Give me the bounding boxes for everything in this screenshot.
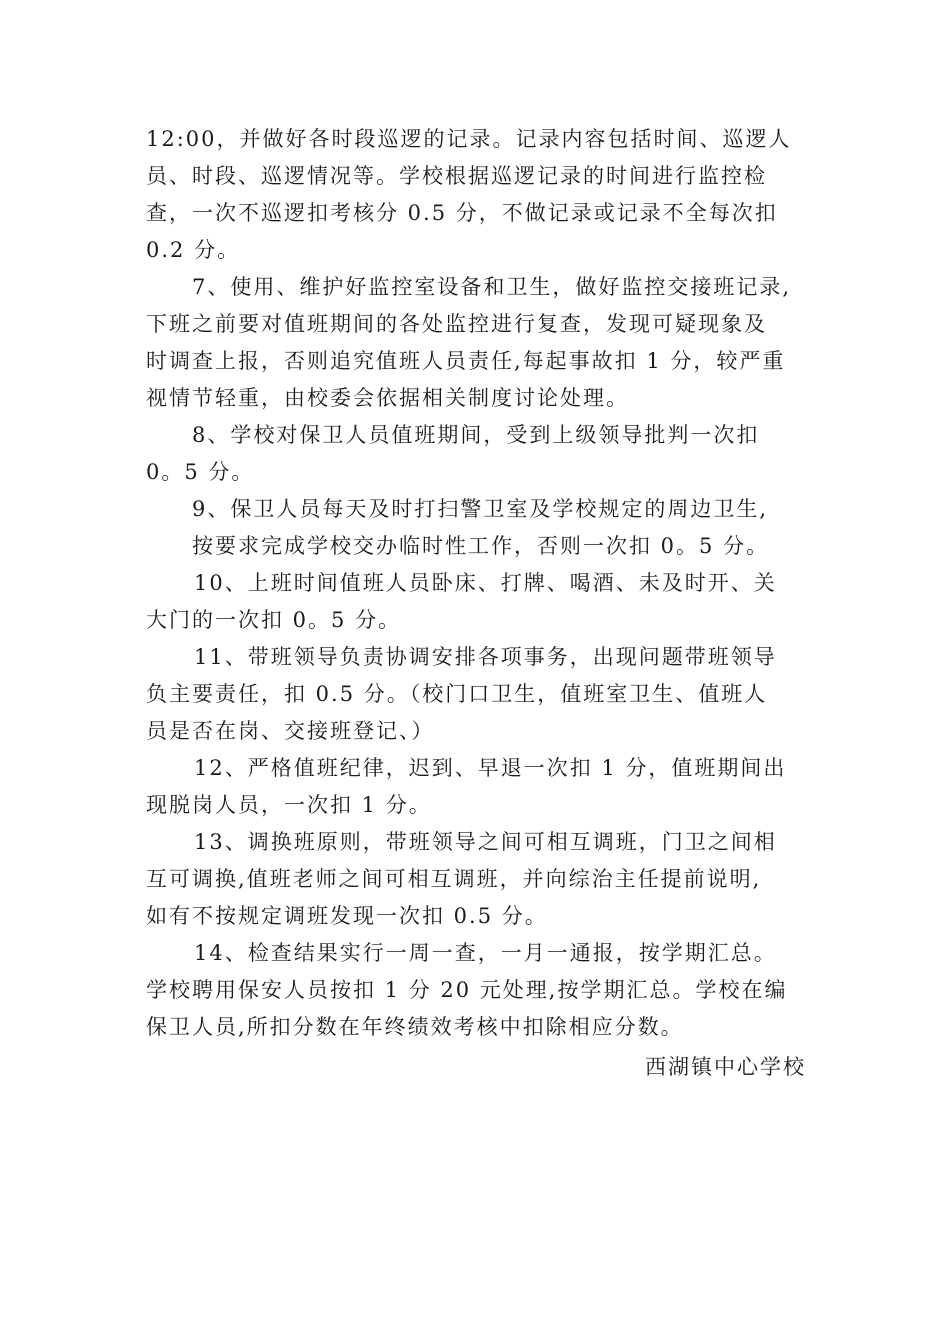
- text-line: 时调查上报，否则追究值班人员责任,每起事故扣 1 分，较严重: [146, 349, 786, 373]
- text-line: 13、调换班原则，带班领导之间可相互调班，门卫之间相: [194, 830, 777, 854]
- paragraph-9: [146, 491, 806, 565]
- document-body: [146, 121, 806, 1046]
- paragraph-12: [146, 750, 806, 824]
- text-line: 0.2 分。: [146, 238, 241, 262]
- text-line: 11、带班领导负责协调安排各项事务，出现问题带班领导: [194, 645, 777, 669]
- text-line: 大门的一次扣 0。5 分。: [146, 608, 402, 632]
- text-line: 按要求完成学校交办临时性工作，否则一次扣 0。5 分。: [192, 534, 770, 558]
- text-line: 7、使用、维护好监控室设备和卫生，做好监控交接班记录,: [192, 275, 792, 299]
- text-line: 12、严格值班纪律，迟到、早退一次扣 1 分，值班期间出: [194, 756, 787, 780]
- paragraph-6-continued: [146, 121, 806, 269]
- text-line: 如有不按规定调班发现一次扣 0.5 分。: [146, 904, 548, 928]
- paragraph-13: [146, 824, 806, 935]
- paragraph-14: [146, 935, 806, 1046]
- text-line: 视情节轻重，由校委会依据相关制度讨论处理。: [146, 386, 629, 410]
- paragraph-7: [146, 269, 806, 417]
- text-line: 下班之前要对值班期间的各处监控进行复查，发现可疑现象及: [146, 312, 767, 336]
- text-line: 查，一次不巡逻扣考核分 0.5 分，不做记录或记录不全每次扣: [146, 201, 778, 225]
- text-line: 互可调换,值班老师之间可相互调班，并向综治主任提前说明,: [146, 867, 762, 891]
- text-line: 9、保卫人员每天及时打扫警卫室及学校规定的周边卫生,: [192, 497, 769, 521]
- text-line: 员、时段、巡逻情况等。学校根据巡逻记录的时间进行监控检: [146, 164, 767, 188]
- paragraph-11: [146, 639, 806, 750]
- text-line: 现脱岗人员，一次扣 1 分。: [146, 793, 432, 817]
- text-line: 0。5 分。: [146, 460, 255, 484]
- paragraph-10: [146, 565, 806, 639]
- text-line: 员是否在岗、交接班登记、）: [146, 719, 435, 743]
- text-line: 保卫人员,所扣分数在年终绩效考核中扣除相应分数。: [146, 1015, 684, 1039]
- text-line: 10、上班时间值班人员卧床、打牌、喝酒、未及时开、关: [194, 571, 777, 595]
- text-line: 12:00，并做好各时段巡逻的记录。记录内容包括时间、巡逻人: [146, 127, 792, 151]
- paragraph-8: [146, 417, 806, 491]
- text-line: 学校聘用保安人员按扣 1 分 20 元处理,按学期汇总。学校在编: [146, 978, 788, 1002]
- text-line: 14、检查结果实行一周一查，一月一通报，按学期汇总。: [194, 941, 777, 965]
- signature-school-name: 西湖镇中心学校: [645, 1055, 806, 1079]
- text-line: 8、学校对保卫人员值班期间，受到上级领导批判一次扣: [192, 423, 760, 447]
- text-line: 负主要责任，扣 0.5 分。（校门口卫生，值班室卫生、值班人: [146, 682, 768, 706]
